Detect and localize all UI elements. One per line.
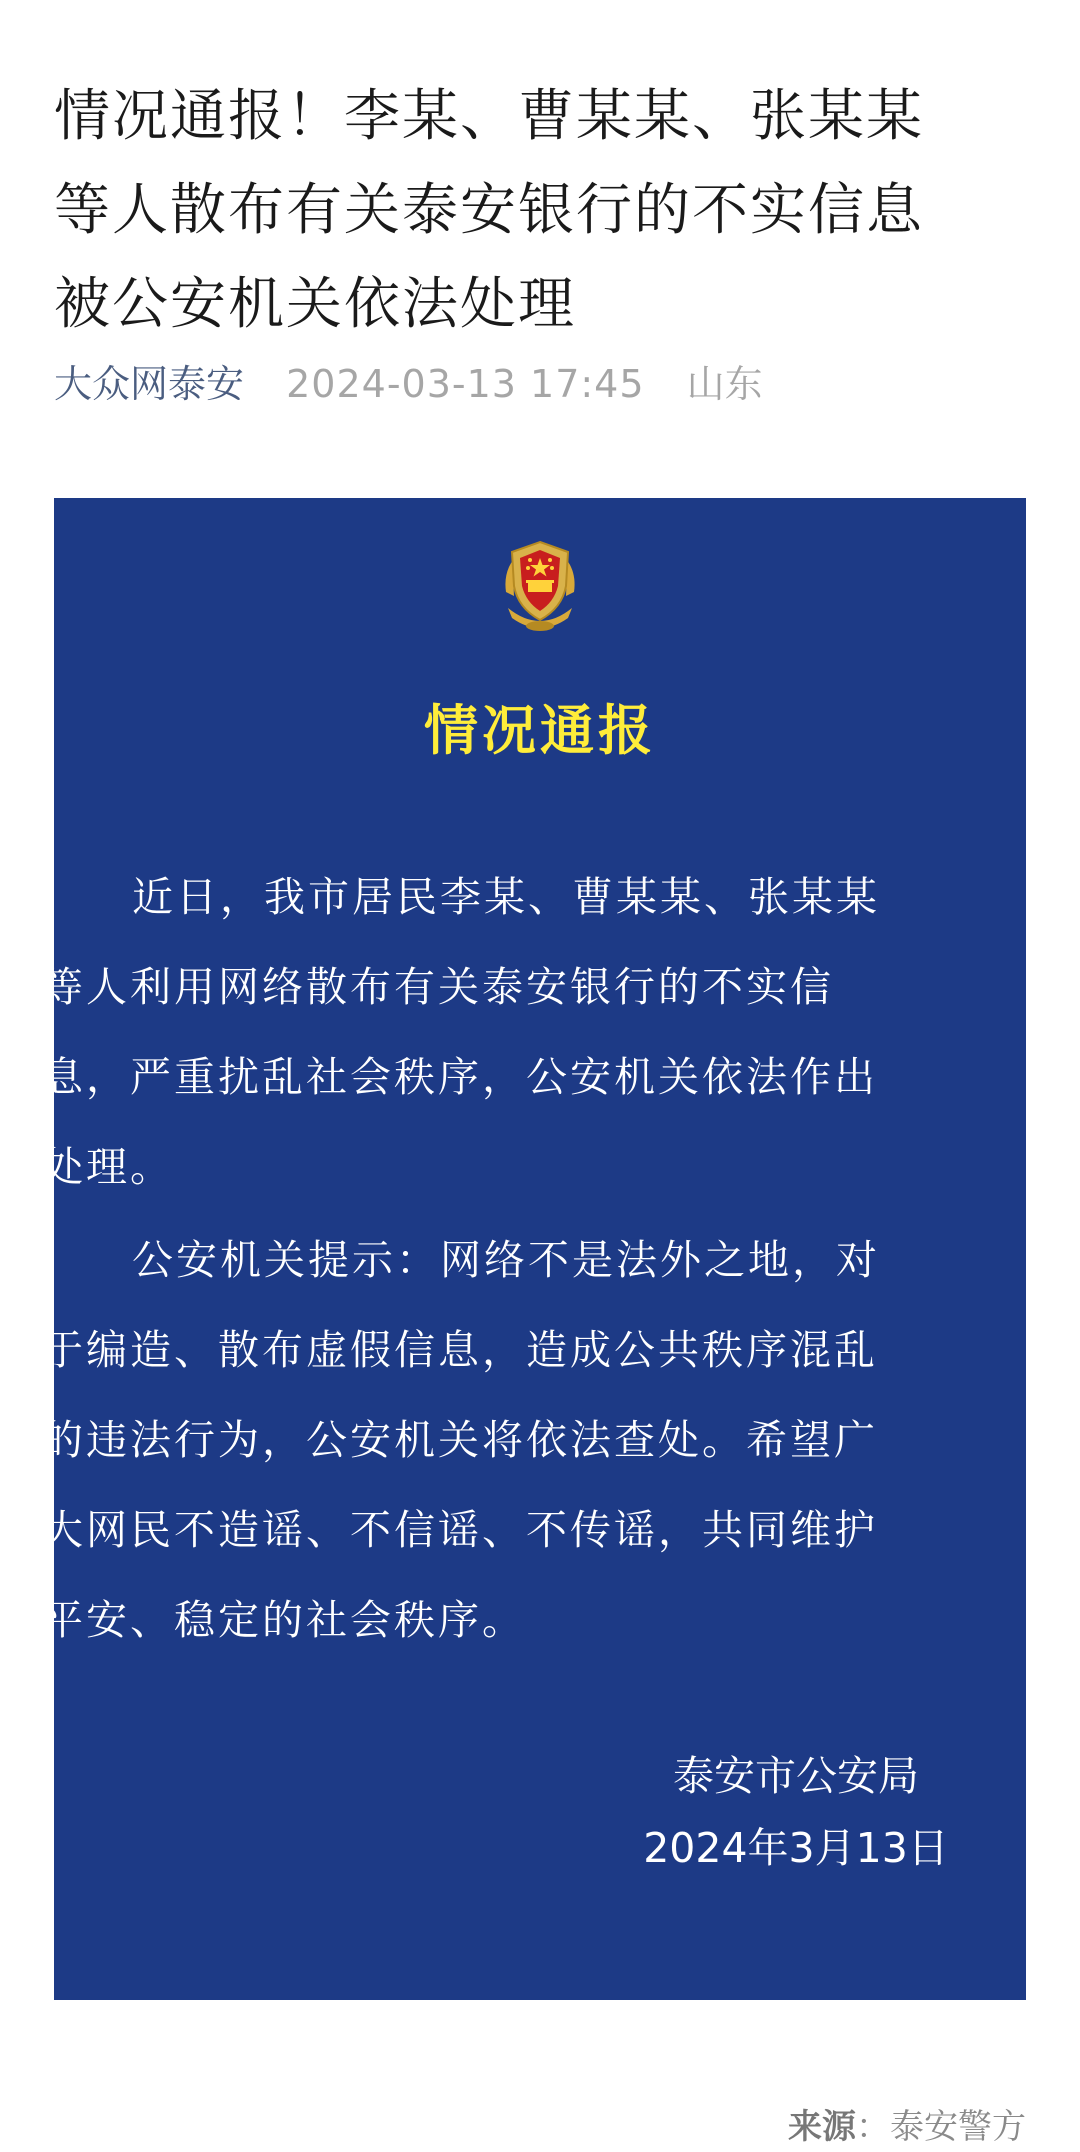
source-separator: ： — [856, 2107, 890, 2147]
source-value: 泰安警方 — [890, 2107, 1026, 2147]
paragraph-line: 公安机关提示：网络不是法外之地，对 — [132, 1236, 880, 1284]
article-title — [54, 70, 1034, 352]
paragraph-line: 近日，我市居民李某、曹某某、张某某 — [132, 873, 880, 921]
paragraph-line: 大网民不造谣、不信谣、不传谣，共同维护 — [42, 1506, 878, 1554]
article-source — [788, 2102, 1026, 2152]
paragraph-line: 等人利用网络散布有关泰安银行的不实信 — [42, 963, 834, 1011]
title-line: 情况通报！李某、曹某某、张某某 — [54, 84, 924, 149]
signature-org: 泰安市公安局 — [673, 1752, 919, 1800]
article-meta — [54, 356, 763, 412]
paragraph-line: 息，严重扰乱社会秩序，公安机关依法作出 — [42, 1053, 878, 1101]
paragraph-line: 的违法行为，公安机关将依法查处。希望广 — [42, 1416, 878, 1464]
publish-region: 山东 — [686, 362, 763, 406]
police-emblem-icon — [492, 534, 588, 634]
notice-paragraph — [42, 1215, 932, 1665]
publisher-link[interactable]: 大众网泰安 — [54, 362, 245, 406]
title-line: 等人散布有关泰安银行的不实信息 — [54, 178, 924, 243]
paragraph-line: 于编造、散布虚假信息，造成公共秩序混乱 — [42, 1326, 878, 1374]
signature-date: 2024年3月13日 — [643, 1824, 949, 1872]
paragraph-line: 处理。 — [42, 1143, 174, 1191]
source-label: 来源 — [788, 2107, 856, 2147]
title-line: 被公安机关依法处理 — [54, 272, 576, 337]
notice-heading: 情况通报 — [424, 699, 656, 762]
paragraph-line: 平安、稳定的社会秩序。 — [42, 1596, 526, 1644]
notice-paragraph — [42, 852, 932, 1212]
publish-datetime: 2024-03-13 17:45 — [286, 362, 645, 406]
